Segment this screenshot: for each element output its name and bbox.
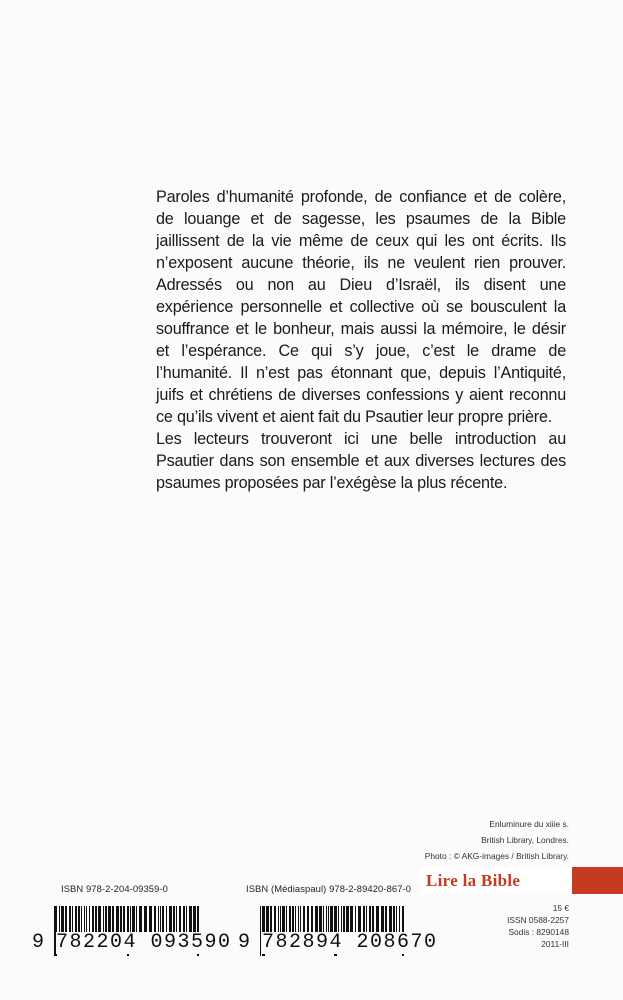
back-cover-blurb (156, 186, 566, 494)
barcode-left-digits: 782204 093590 (56, 931, 232, 954)
price-block (507, 902, 569, 950)
price: 15 € (552, 903, 569, 913)
barcode-left-first-digit: 9 (32, 931, 46, 954)
barcode-bar (260, 906, 261, 956)
credit-line-3: Photo : © AKG-images / British Library. (424, 851, 569, 861)
edition-code: 2011-III (541, 939, 569, 949)
credit-line-2: British Library, Londres. (481, 835, 569, 845)
blurb-paragraph-1: Paroles d’humanité profonde, de confiance et de colère, de louange et de sagesse, les psaumes de la Bible jaillissent de la vie même de ceux qui les ont écrits. Ils n’exposent aucune théorie, ils ne veulent rien prouver. Adressés ou non au Dieu d’Israël, ils disent une expérience personnelle et collective où se bousculent la souffrance et le bonheur, mais aussi la mémoire, le désir et l’espérance. Ce qui s’y joue, c’est le drame de l’humanité. Il n’est pas étonnant que, depuis l’Antiquité, juifs et chrétiens de diverses confessions y aient reconnu ce qu’ils vivent et aient fait du Psautier leur propre prière. (156, 188, 566, 426)
isbn-label-left: ISBN 978-2-204-09359-0 (61, 883, 168, 894)
barcode-right-first-digit: 9 (238, 931, 252, 954)
blurb-paragraph-2: Les lecteurs trouveront ici une belle introduction au Psautier dans son ensemble et aux diverses lectures des psaumes proposées par l’exégèse la plus récente. (156, 430, 566, 492)
credit-line-1: Enluminure du xiiie s. (489, 819, 569, 829)
sodis-code: Sodis : 8290148 (508, 927, 569, 937)
image-credits (425, 816, 569, 864)
series-title: Lire la Bible (420, 867, 572, 894)
series-band (420, 867, 623, 894)
isbn-label-right: ISBN (Médiaspaul) 978-2-89420-867-0 (246, 883, 412, 894)
barcode-right-digits: 782894 208670 (262, 931, 438, 954)
issn: ISSN 0588-2257 (507, 915, 569, 925)
